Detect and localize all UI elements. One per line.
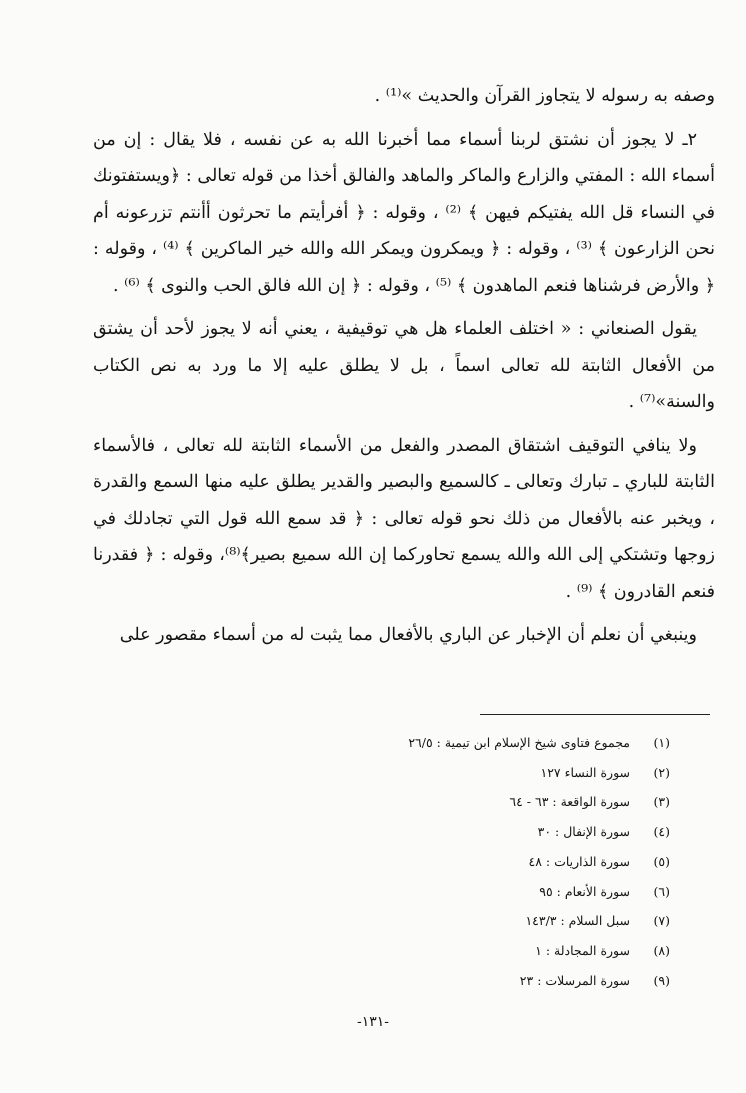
- footnote-number: (٥): [653, 853, 670, 869]
- paragraph-4: ولا ينافي التوقيف اشتقاق المصدر والفعل من الأسماء الثابتة لله تعالى ، فالأسماء الثابتة للباري ـ تبارك وتعالى ـ كالسميع والبصير والقدير يطلق عليه منها السمع والقدرة ، ويخبر عنه بالأفعال من ذلك نحو قوله تعالى : ﴿ قد سمع الله قول التي تجادلك في زوجها وتشتكي إلى الله والله يسمع تحاوركما إن الله سميع بصير﴾⁽⁸⁾، وقوله : ﴿ فقدرنا فنعم القادرون ﴾ ⁽⁹⁾ .: [93, 435, 715, 602]
- footnote-item: [200, 936, 670, 966]
- footnote-text: سورة الذاريات : ٤٨: [528, 853, 630, 869]
- footnote-text: سورة النساء ١٢٧: [540, 764, 630, 780]
- footnote-text: سورة المجادلة : ١: [535, 942, 630, 958]
- footnote-item: [200, 966, 670, 996]
- footnote-text: سورة الواقعة : ٦٣ - ٦٤: [509, 794, 630, 810]
- paragraph-1: وصفه به رسوله لا يتجاوز القرآن والحديث »⁽¹⁾ .: [374, 86, 715, 106]
- page-number: -١٣١-: [356, 1014, 390, 1030]
- footnote-item: [200, 847, 670, 877]
- footnote-item: [200, 758, 670, 788]
- footnote-number: (٦): [653, 883, 670, 899]
- footnote-item: [200, 728, 670, 758]
- footnote-item: [200, 817, 670, 847]
- footnote-number: (٢): [653, 764, 670, 780]
- paragraph-5: وينبغي أن نعلم أن الإخبار عن الباري بالأفعال مما يثبت له من أسماء مقصور على: [119, 625, 697, 645]
- paragraph-2: ٢ـ لا يجوز أن نشتق لربنا أسماء مما أخبرنا الله به عن نفسه ، فلا يقال : إن من أسماء الله : المفتي والزارع والماكر والماهد والفالق أخذا من قوله تعالى : ﴿ويستفتونك في النساء قل الله يفتيكم فيهن ﴾ ⁽²⁾ ، وقوله : ﴿ أفرأيتم ما تحرثون أأنتم تزرعونه أم نحن الزارعون ﴾ ⁽³⁾ ، وقوله : ﴿ ويمكرون ويمكر الله والله خير الماكرين ﴾ ⁽⁴⁾ ، وقوله : ﴿ والأرض فرشناها فنعم الماهدون ﴾ ⁽⁵⁾ ، وقوله : ﴿ إن الله فالق الحب والنوى ﴾ ⁽⁶⁾ .: [93, 129, 715, 296]
- footnote-number: (١): [653, 735, 670, 750]
- footnote-number: (٣): [653, 794, 670, 810]
- footnote-number: (٨): [653, 942, 670, 958]
- footnote-text: سورة الإنفال : ٣٠: [537, 824, 630, 840]
- footnote-item: [200, 877, 670, 907]
- footnote-text: مجموع فتاوى شيخ الإسلام ابن تيمية : ٢٦/٥: [408, 735, 630, 750]
- footnote-divider: [480, 714, 710, 715]
- main-text: [93, 78, 715, 661]
- footnote-number: (٩): [653, 972, 670, 988]
- footnote-number: (٤): [653, 824, 670, 840]
- footnote-text: سبل السلام : ١٤٣/٣: [525, 913, 630, 929]
- footnote-number: (٧): [653, 913, 670, 929]
- footnotes-list: [200, 728, 670, 995]
- footnote-item: [200, 787, 670, 817]
- footnote-item: [200, 906, 670, 936]
- footnote-text: سورة المرسلات : ٢٣: [519, 972, 630, 988]
- paragraph-3: يقول الصنعاني : « اختلف العلماء هل هي توقيفية ، يعني أنه لا يجوز لأحد أن يشتق من الأفعال الثابتة لله تعالى اسماً ، بل لا يطلق عليه إلا ما ورد به نص الكتاب والسنة»⁽⁷⁾ .: [93, 319, 715, 412]
- footnote-text: سورة الأنعام : ٩٥: [539, 883, 630, 899]
